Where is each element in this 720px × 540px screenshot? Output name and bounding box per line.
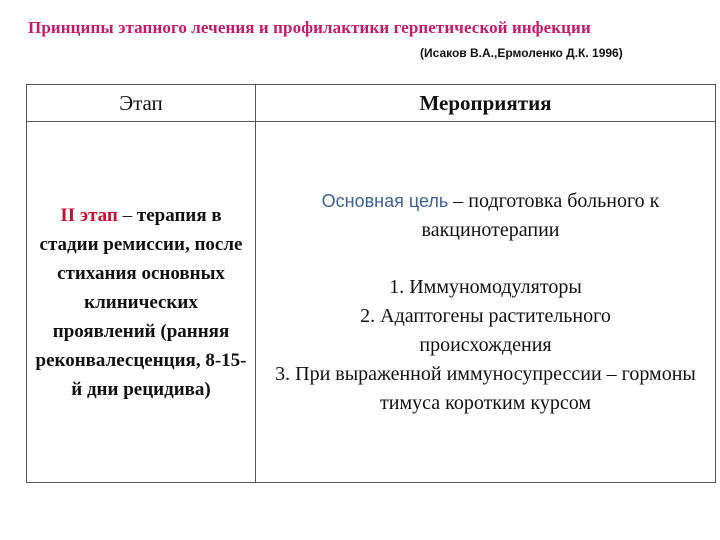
measures-cell <box>256 122 716 483</box>
goal-block <box>256 187 715 245</box>
stage-label: II этап <box>60 204 118 226</box>
stage-cell <box>27 122 256 483</box>
column-header-measures: Мероприятия <box>256 85 716 122</box>
list-item: 1. Иммуномодуляторы <box>389 275 582 298</box>
page-title: Принципы этапного лечения и профилактики герпетической инфекции <box>28 18 591 37</box>
goal-text: подготовка больного к вакцинотерапии <box>421 189 660 241</box>
list-item: 2. Адаптогены растительного происхождения <box>360 304 611 356</box>
stage-dash: – <box>117 204 137 226</box>
table-row <box>27 122 716 483</box>
list-item: 3. При выраженной иммуносупрессии – гормоны тимуса коротким курсом <box>275 362 696 414</box>
stage-description: терапия в стадии ремиссии, после стихания основных клинических проявлений (ранняя реконвалесценция, 8-15-й дни рецидива) <box>35 204 247 400</box>
measures-list <box>256 273 715 418</box>
goal-dash: – <box>448 189 469 212</box>
table-header-row <box>27 85 716 122</box>
goal-label: Основная цель <box>321 190 449 211</box>
treatment-table <box>26 84 716 483</box>
column-header-stage: Этап <box>27 85 256 122</box>
source-citation: (Исаков В.А.,Ермоленко Д.К. 1996) <box>420 46 623 60</box>
